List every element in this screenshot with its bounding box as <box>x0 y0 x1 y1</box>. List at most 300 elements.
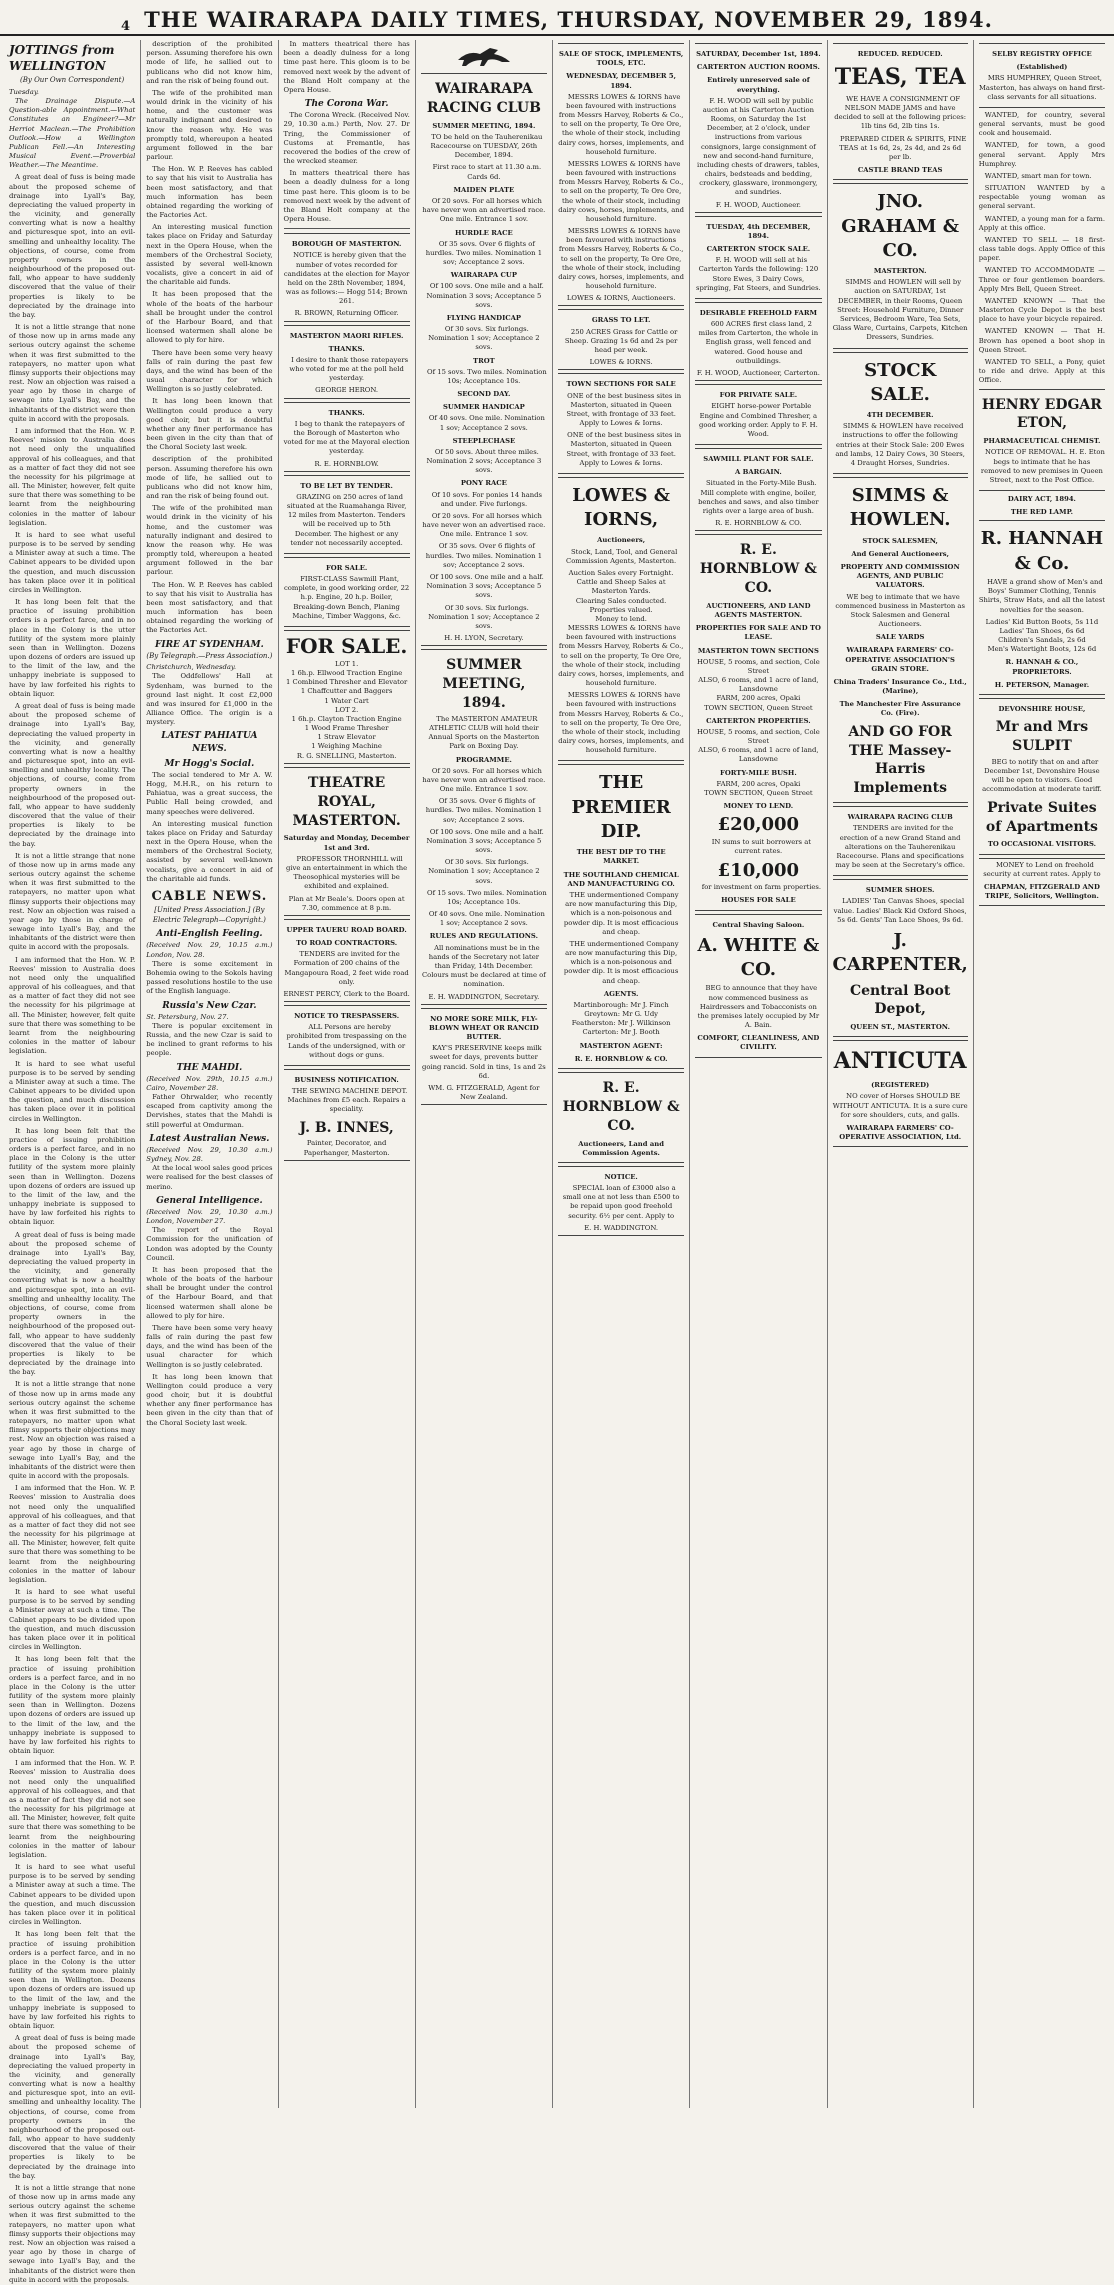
lowes-iorns-subheading: Auctioneers, <box>597 536 646 545</box>
racing-club-heading: WAIRARAPA RACING CLUB <box>426 81 541 116</box>
race-name: MAIDEN PLATE <box>453 185 515 194</box>
property-item: TOWN SECTION, Queen Street <box>704 788 813 797</box>
grass-heading: GRASS TO LET. <box>591 316 651 325</box>
lowes-list-item: Properties valued. <box>589 605 653 614</box>
premier-dip-ad <box>558 764 684 1069</box>
paragraph: I am informed that the Hon. W. P. Reeves' mission to Australia does not need only the unqualified approval of his colleagues, and that as a matter of fact they did not see the necessity for his pilgrimage at all. The Minister, however, felt quite sure that there was something to be learnt from the neighbouring colonies in the matter of labour legislation. <box>9 427 136 527</box>
property-item: ALSO, 6 rooms, and 1 acre of land, Lansdowne <box>698 746 819 764</box>
sports-ad <box>421 649 547 1004</box>
graham-text: SIMMS and HOWLEN will sell by auction on SATURDAY, 1st DECEMBER, in their Rooms, Queen Street: Household Furniture, Dinner Services, Bedroom Ware, Tea Sets, Glass Ware, Curtains, Carpets, Kitchen Dressers, Sundries. <box>832 278 968 342</box>
paragraph: It is not a little strange that none of those now up in arms made any serious outcry against the scheme when it was first submitted to the ratepayers, no matter upon what flimsy supports their objections may rest. Now an objection was raised a year ago by those in charge of sewage into Lyall's Bay, and the inhabitants of the district were then quite in accord with the proposals. <box>9 1380 136 1481</box>
machinery-sale-heading: FOR SALE. <box>285 633 408 658</box>
association-heading: WAIRARAPA FARMERS' CO-OPERATIVE ASSOCIATION'S GRAIN STORE. <box>845 646 955 673</box>
white-heading: A. WHITE & CO. <box>697 934 820 981</box>
fire-text: The Oddfellows' Hall at Sydenham, was burned to the ground last night. It cost £2,000 and was insured for £1,000 in the Alliance Office. The origin is a mystery. <box>146 672 273 727</box>
paragraph: It is hard to see what useful purpose is to be served by sending a Minister away at such a time. The Cabinet appears to be divided upon the question, and much discussion has taken place over it in political circles in Wellington. <box>9 1059 136 1123</box>
chemical-co-heading: THE SOUTHLAND CHEMICAL AND MANUFACTURING CO. <box>563 870 679 888</box>
racing-club-tender-ad <box>833 806 968 876</box>
shaving-heading: Central Shaving Saloon. <box>712 920 805 929</box>
grass-text: 250 ACRES Grass for Cattle or Sheep. Grazing 1s 6d and 2s per head per week. <box>564 327 678 354</box>
article-heading: JOTTINGS from WELLINGTON <box>9 43 115 74</box>
town-sections-heading: TOWN SECTIONS FOR SALE <box>566 380 676 389</box>
business-heading: BUSINESS NOTIFICATION. <box>294 1075 399 1084</box>
paragraph: It is not a little strange that none of those now up in arms made any serious outcry against the scheme when it was first submitted to the ratepayers, no matter upon what flimsy supports their objections may rest. Now an objection was raised a year ago by those in charge of sewage into Lyall's Bay, and the inhabitants of the district were then quite in accord with the proposals. <box>9 2183 136 2284</box>
rules-heading: RULES AND REGULATIONS. <box>429 932 538 941</box>
for-sale-ad <box>284 557 410 627</box>
sale-item: 1 Chaffcutter and Baggers <box>300 687 393 696</box>
devonshire-subheading: Mr and Mrs SULPIT <box>995 719 1089 755</box>
paragraph: It is not a little strange that none of those now up in arms made any serious outcry against the scheme when it was first submitted to the ratepayers, no matter upon what flimsy supports their objections may rest. Now an objection was raised a year ago by those in charge of sewage into Lyall's Bay, and the inhabitants of the district were then quite in accord with the proposals. <box>9 851 136 952</box>
lowes-list-item: Clearing Sales conducted. <box>575 596 667 605</box>
paragraph: It is hard to see what useful purpose is to be served by sending a Minister away at such a time. The Cabinet appears to be divided upon the question, and much discussion has taken place over it in political circles in Wellington. <box>9 530 136 594</box>
eton-text: NOTICE OF REMOVAL. H. E. Eton begs to intimate that he has removed to new premises in Queen Street, next to the Post Office. <box>980 448 1105 484</box>
sale-item: 1 6h.p. Ellwood Traction Engine <box>290 669 403 678</box>
red-lamp-heading: THE RED LAMP. <box>1010 508 1073 517</box>
paragraph: In matters theatrical there has been a deadly dulness for a long time past here. This gloom is to be removed next week by the advent of the Bland Holt company at the Opera House. <box>283 40 410 94</box>
hannah-heading: R. HANNAH & Co. <box>980 528 1104 574</box>
borough-heading: BOROUGH OF MASTERTON. <box>291 240 402 249</box>
stock-sale-text: MESSRS LOWES & IORNS have been favoured with instructions from Messrs Harvey, Roberts & Co., to sell on the property, Te Ore Ore, the whole of their stock, including dairy cows, horses, implements, and household furniture. <box>558 92 684 156</box>
racing-club-text: TENDERS are invited for the erection of a new Grand Stand and alterations on the Tauherenikau Racecourse. Plans and specifications may be seen at the Secretary's office. <box>835 824 965 870</box>
money-text: for investment on farm properties. <box>701 883 822 892</box>
carterton-sale-signature: F. H. WOOD, Auctioneer. <box>715 200 801 209</box>
trespass-text: ALL Persons are hereby prohibited from trespassing on the Lands of the undersigned, with or without dogs or guns. <box>286 1023 407 1059</box>
wanted-item: WANTED KNOWN — That H. Brown has opened a boot shop in Queen Street. <box>978 327 1106 354</box>
private-suites-subheading: TO OCCASIONAL VISITORS. <box>987 840 1097 849</box>
column-1 <box>4 40 141 2284</box>
paragraph: I am informed that the Hon. W. P. Reeves' mission to Australia does not need only the unqualified approval of his colleagues, and that as a matter of fact they did not see the necessity for his pilgrimage at all. The Minister, however, felt quite sure that there was something to be learnt from the neighbouring colonies in the matter of labour legislation. <box>9 1759 136 1859</box>
cable-item-date: (Received Nov. 29th, 10.15 a.m.) Cairo, November 28. <box>146 1074 273 1092</box>
wanted-item: WANTED, for country, several general servants, must be good cook and housemaid. <box>978 110 1106 138</box>
rules-text: All nominations must be in the hands of the Secretary not later than Friday, 14th December. Colours must be declared at time of nomination. <box>421 943 546 989</box>
racehorse-illustration <box>454 42 514 70</box>
manchester-heading: The Manchester Fire Assurance Co. (Fire). <box>839 700 961 718</box>
property-item: FARM, 200 acres, Opaki <box>716 779 801 788</box>
wanted-item: SITUATION WANTED by a respectable young woman as general servant. <box>978 184 1106 211</box>
carterton-sale-heading: SATURDAY, December 1st, 1894. <box>696 50 821 58</box>
borough-notice <box>284 233 410 321</box>
racing-club-lead: First race to start at 11.30 a.m. Cards 6d. <box>432 163 542 181</box>
simms-subheading: STOCK SALESMEN, <box>862 536 938 545</box>
rifles-signature: GEORGE HERON. <box>315 386 379 395</box>
trespass-ad <box>284 1005 410 1066</box>
white-subheading: COMFORT, CLEANLINESS, AND CIVILITY. <box>697 1034 820 1052</box>
sale-item: 1 6h.p. Clayton Traction Engine <box>291 714 402 723</box>
paragraph: A great deal of fuss is being made about the proposed scheme of drainage into Lyall's Bay, depreciating the valued property in the vicinity, and generally converting what is now a healthy and picturesque spot, into an evil-smelling and unhealthy locality. The objections, of course, come from property owners in the neighbourhood of the proposed out-fall, who appear to have suddenly discovered that the value of their properties is likely to be depreciated by the drainage into the bay. <box>9 2034 136 2180</box>
theatre-ad <box>284 767 410 916</box>
money-amount: £10,000 <box>717 859 800 881</box>
cable-item-text: The report of the Royal Commission for the unification of London was adopted by the County Council. <box>146 1226 273 1262</box>
hannah-ad <box>979 520 1105 694</box>
sports-text: The MASTERTON AMATEUR ATHLETIC CLUB will hold their Annual Sports on the Masterton Park on Boxing Day. <box>428 714 540 751</box>
loan-heading: NOTICE. <box>604 1172 638 1181</box>
preservine-text: KAY'S PRESERVINE keeps milk sweet for days, prevents butter going rancid. Sold in tins, 1s and 2s 6d. <box>421 1044 546 1080</box>
wanted-item: WANTED TO ACCOMMODATE — Three or four gentlemen boarders. Apply Mrs Bell, Queen Street. <box>978 266 1106 293</box>
paragraph: It is not a little strange that none of those now up in arms made any serious outcry against the scheme when it was first submitted to the ratepayers, no matter upon what flimsy supports their objections may rest. Now an objection was raised a year ago by those in charge of sewage into Lyall's Bay, and the inhabitants of the district were then quite in accord with the proposals. <box>9 323 136 423</box>
shaving-saloon-ad <box>695 914 821 1058</box>
castle-heading: CASTLE BRAND TEAS <box>857 166 943 175</box>
paragraph: The Corona Wreck. (Received Nov. 29, 10.30 a.m.) Perth, Nov. 27. Dr Tring, the Commissioner of Customs at Fremantle, has recovered the bodies of the crew of the wrecked steamer. <box>283 111 410 166</box>
masterton-agent-name: R. E. HORNBLOW & CO. <box>574 1054 668 1063</box>
money-amount: £20,000 <box>717 814 800 836</box>
paragraph: The wife of the prohibited man would drink in the vicinity of his home, and the customer was naturally indignant and desired to know the reason why. He was promptly told, whereupon a heated argument followed in the bar parlour. <box>146 88 273 162</box>
column-4 <box>416 40 553 2108</box>
paragraph: It has long been known that Wellington could produce a very good choir, but it is doubtful whether any finer performance has been given in the city than that of the Choral Society last week. <box>146 1372 273 1427</box>
borough-text: NOTICE is hereby given that the number of votes recorded for candidates at the election for Mayor held on the 28th November, 1894, was as follows:— Hogg 514; Brown 261. <box>283 251 410 306</box>
hannah-signature: R. HANNAH & CO., PROPRIETORS. <box>1005 658 1079 676</box>
carterton-stock-text: F. H. WOOD will sell at his Carterton Yards the following: 120 Store Ewes, 3 Dairy Cows, springing, Fat Steers, and Sundries. <box>696 256 821 292</box>
race-name: TROT <box>473 356 495 365</box>
lowes-list-item: Money to lend. <box>595 614 647 623</box>
race-text: Of 35 sovs. Over 6 flights of hurdles. Two miles. Nomination 1 sov; Acceptance 2 sovs. <box>425 239 543 267</box>
anticuta-subheading: (REGISTERED) <box>871 1081 930 1090</box>
paragraph: A great deal of fuss is being made about the proposed scheme of drainage into Lyall's Bay, depreciating the valued property in the vicinity, and generally converting what is now a healthy and picturesque spot, into an evil-smelling and unhealthy locality. The objections, of course, come from property owners in the neighbourhood of the proposed out-fall, who appear to have suddenly discovered that the value of their properties is likely to be depreciated by the drainage into the bay. <box>9 173 136 319</box>
pahiatua-subheading: Mr Hogg's Social. <box>164 758 255 769</box>
paragraph: A great deal of fuss is being made about the proposed scheme of drainage into Lyall's Bay, depreciating the valued property in the vicinity, and generally converting what is now a healthy and picturesque spot, into an evil-smelling and unhealthy locality. The objections, of course, come from property owners in the neighbourhood of the proposed out-fall, who appear to have suddenly discovered that the value of their properties is likely to be depreciated by the drainage into the bay. <box>9 1230 136 1377</box>
carterton-stock-ad <box>695 216 821 299</box>
wanted-item: WANTED KNOWN — That the Masterton Cycle Depot is the best place to have your bicycle repaired. <box>978 296 1106 324</box>
racing-club-ad <box>421 73 547 646</box>
cable-item-title: THE MAHDI. <box>176 1062 243 1073</box>
race-text: Of 35 sovs. Over 6 flights of hurdles. Two miles. Nomination 1 sov; Acceptance 2 sovs. <box>425 797 543 824</box>
paragraph: There have been some very heavy falls of rain during the past few days, and the wind has been of the usual character for which Wellington is so justly celebrated. <box>146 348 273 394</box>
race-text: Of 15 sovs. Two miles. Nomination 10s; Acceptance 10s. <box>427 367 547 385</box>
tolet-text: GRAZING on 250 acres of land situated at the Ruamahanga River, 12 miles from Masterton. Tenders will be received up to 5th December. The highest or any tender not necessarily accepted. <box>286 492 407 547</box>
racing-club-date: TO be held on the Tauherenikau Racecourse on TUESDAY, 26th December, 1894. <box>430 132 543 160</box>
hannah-text: HAVE a grand show of Men's and Boys' Summer Clothing, Tennis Shirts, Straw Hats, and all the latest novelties for the season. <box>978 578 1106 614</box>
race-text: Of 30 sovs. Six furlongs. Nomination 1 sov; Acceptance 2 sovs. <box>428 858 540 885</box>
cable-item-text: Father Ohrwalder, who recently escaped from captivity among the Dervishes, states that the Mahdi is still powerful at Omdurman. <box>146 1093 273 1129</box>
grass-signature: LOWES & IORNS. <box>589 358 653 367</box>
cable-item-date: (Received Nov. 29, 10.30 a.m.) London, November 27. <box>146 1207 273 1225</box>
sawmill-subheading: A BARGAIN. <box>735 468 782 477</box>
race-text: Of 100 sovs. One mile and a half. Nomination 3 sovs; Acceptance 5 sovs. <box>426 282 544 309</box>
wanted-item: WANTED, a young man for a farm. Apply at this office. <box>978 214 1106 232</box>
page-number: 4 <box>121 19 131 34</box>
anticuta-heading: ANTICUTA <box>833 1048 967 1075</box>
rifles-subheading: THANKS. <box>328 344 365 353</box>
race-name: STEEPLECHASE <box>452 436 516 445</box>
simms-subheading-2: And General Auctioneers, <box>851 549 949 558</box>
byline: (By Our Own Correspondent) <box>20 76 125 85</box>
devonshire-heading: DEVONSHIRE HOUSE, <box>998 704 1086 713</box>
freehold-farm-text: 600 ACRES first class land, 2 miles from Carterton, the whole in English grass, well fenced and watered. Good house and outbuildings. <box>698 320 819 365</box>
sale-item: LOT 2. <box>334 705 359 714</box>
simms-heading: SIMMS & HOWLEN. <box>849 485 951 531</box>
town-sections-heading: MASTERTON TOWN SECTIONS <box>697 646 819 655</box>
innes-subheading: Painter, Decorator, and Paperhanger, Masterton. <box>303 1139 390 1157</box>
machinery-sale-ad <box>284 630 410 764</box>
private-sale-heading: FOR PRIVATE SALE. <box>719 391 798 400</box>
queen-street-heading: QUEEN ST., MASTERTON. <box>850 1023 950 1032</box>
agent-item: Martinborough: Mr J. Finch <box>573 1000 669 1009</box>
second-day-heading: SECOND DAY. <box>457 390 511 399</box>
massey-harris-heading: AND GO FOR THE Massey-Harris Implements <box>848 723 952 797</box>
preservine-signature: WM. G. FITZGERALD, Agent for New Zealand. <box>428 1083 540 1102</box>
stock-sale-date: 4TH DECEMBER. <box>866 411 934 420</box>
cable-news-subheading: [United Press Association.] (By Electric Telegraph—Copyright.) <box>152 906 266 924</box>
masterton-agent-heading: MASTERTON AGENT: <box>579 1041 663 1050</box>
tauerau-ad <box>284 919 410 1002</box>
race-text: Of 100 sovs. One mile and a half. Nomination 3 sovs; Acceptance 5 sovs. <box>426 573 544 600</box>
stock-sale-heading: SALE OF STOCK, IMPLEMENTS, TOOLS, ETC. <box>558 50 684 68</box>
programme-heading: PROGRAMME. <box>455 755 512 764</box>
pahiatua-heading: LATEST PAHIATUA NEWS. <box>161 731 258 754</box>
carpenter-subheading: Central Boot Depot, <box>849 982 951 1018</box>
thanks-text: I beg to thank the ratepayers of the Borough of Masterton who voted for me at the Mayoral election yesterday. <box>283 419 410 456</box>
column-5 <box>553 40 690 2108</box>
agent-item: Carterton: Mr J. Booth <box>582 1028 660 1037</box>
race-name: FLYING HANDICAP <box>446 313 522 322</box>
paragraph: It has long been felt that the practice of issuing prohibition orders is a perfect farce, and in no place in the Colony is the utter futility of the system more plainly seen than in Wellington. Dozens upon dozens of orders are issued up to the limit of the law, and the unhappy inebriate is supposed to have by law forfeited his rights to obtain liquor. <box>9 1930 136 2031</box>
simms-ad <box>833 477 968 803</box>
freehold-farm-ad <box>695 302 821 381</box>
sale-item: 1 Weighing Machine <box>311 742 382 751</box>
race-name: PONY RACE <box>460 479 507 488</box>
paragraph: The wife of the prohibited man would drink in the vicinity of his home, and the customer was naturally indignant and desired to know the reason why. He was promptly told, whereupon a heated argument followed in the bar parlour. <box>146 504 273 577</box>
wanted-item: WANTED TO SELL, a Pony, quiet to ride and drive. Apply at this Office. <box>978 357 1106 385</box>
column-8 <box>974 40 1110 2108</box>
racing-club-heading: WAIRARAPA RACING CLUB <box>847 813 953 822</box>
stock-sale-heading: STOCK SALE. <box>864 359 937 405</box>
for-sale-text: FIRST-CLASS Sawmill Plant, complete, in good working order, 22 h.p. Engine, 20 h.p. Boiler, Breaking-down Bench, Planing Machine, Timber Waggons, &c. <box>283 575 410 620</box>
tauerau-heading: UPPER TAUERU ROAD BOARD. <box>286 925 407 934</box>
forty-mile-heading: FORTY-MILE BUSH. <box>720 768 797 777</box>
race-text: Of 100 sovs. One mile and a half. Nomination 3 sovs; Acceptance 5 sovs. <box>426 827 544 855</box>
money-text: IN sums to suit borrowers at current rates. <box>711 837 811 855</box>
anticuta-signature: WAIRARAPA FARMERS' CO-OPERATIVE ASSOCIATION, Ltd. <box>839 1123 962 1142</box>
paragraph: A great deal of fuss is being made about the proposed scheme of drainage into Lyall's Bay, depreciating the valued property in the vicinity, and generally converting what is now a healthy and picturesque spot, into an evil-smelling and unhealthy locality. The objections, of course, come from property owners in the neighbourhood of the proposed out-fall, who appear to have suddenly discovered that the value of their properties is likely to be depreciated by the drainage into the bay. <box>9 701 136 848</box>
race-name: WAIRARAPA CUP <box>450 271 517 280</box>
paragraph: In matters theatrical there has been a deadly dulness for a long time past here. This gloom is to be removed next week by the advent of the Bland Holt company at the Opera House. <box>283 169 410 224</box>
paragraph: It is hard to see what useful purpose is to be served by sending a Minister away at such a time. The Cabinet appears to be divided upon the question, and much discussion has taken place over it in political circles in Wellington. <box>9 1863 136 1927</box>
paragraph: It has long been known that Wellington could produce a very good choir, but it is doubtful whether any finer performance has been given in the city than that of the Choral Society last week. <box>146 397 273 452</box>
column-2 <box>141 40 278 2108</box>
race-text: Of 50 sovs. About three miles. Nomination 2 sovs; Acceptance 3 sovs. <box>426 447 542 475</box>
agent-item: Featherston: Mr J. Wilkinson <box>571 1019 671 1028</box>
property-item: TOWN SECTION, Queen Street <box>704 703 813 712</box>
premier-dip-heading: THE PREMIER DIP. <box>571 772 671 843</box>
carterton-sale-subheading: CARTERTON AUCTION ROOMS. <box>696 63 820 72</box>
cable-item-text: There is some excitement in Bohemia owing to the Sokols having passed resolutions hostile to the use of the English language. <box>146 959 273 996</box>
carterton-sale-text: F. H. WOOD will sell by public auction at his Carterton Auction Rooms, on Saturday the 1st December, at 2 o'clock, under instructions from various consignors, large consignment of new and second-hand furniture, including chests of drawers, tables, chairs, bedsteads and bedding, crockery, glassware, ironmongery, and sundries. <box>697 96 820 197</box>
dateline: Tuesday. <box>9 87 39 96</box>
loan-signature: E. H. WADDINGTON. <box>584 1223 659 1232</box>
sawmill-signature: R. E. HORNBLOW & CO. <box>715 519 802 528</box>
hannah-item: Ladies' Kid Button Boots, 5s 11d <box>985 617 1099 626</box>
paragraph: It has long been felt that the practice of issuing prohibition orders is a perfect farce, and in no place in the Colony is the utter futility of the system more plainly seen than in Wellington. Dozens upon dozens of orders are issued up to the limit of the law, and the unhappy inebriate is supposed to have by law forfeited his rights to obtain liquor. <box>9 1655 136 1756</box>
agents-heading: AGENTS. <box>603 989 639 998</box>
teas-text: PREPARED CIDER & SPIRITS, FINE TEAS at 1s 6d, 2s, 2s 4d, and 2s 6d per lb. <box>839 134 967 161</box>
hannah-item: Ladies' Tan Shoes, 6s 6d <box>999 626 1085 635</box>
cable-item-title: General Intelligence. <box>156 1195 263 1206</box>
agent-item: Greytown: Mr G. Udy <box>584 1010 659 1019</box>
sale-item: 1 Straw Elevator <box>317 733 376 742</box>
race-text: Of 15 sovs. Two miles. Nomination 10s; Acceptance 10s. <box>427 888 547 906</box>
fire-subheading: (By Telegraph.—Press Association.) <box>146 651 273 660</box>
hornblow-subheading: Auctioneers, Land and Commission Agents. <box>578 1139 664 1157</box>
race-text: Of 35 sovs. Over 6 flights of hurdles. Two miles. Nomination 1 sov; Acceptance 2 sovs. <box>425 542 543 569</box>
yards-heading: SALE YARDS <box>875 633 925 642</box>
cable-news-heading: CABLE NEWS. <box>151 888 268 904</box>
eton-ad <box>979 389 1105 492</box>
devonshire-ad <box>979 698 1105 855</box>
paragraph: It is hard to see what useful purpose is to be served by sending a Minister away at such a time. The Cabinet appears to be divided upon the question, and much discussion has taken place over it in political circles in Wellington. <box>9 1588 136 1652</box>
money-heading: MONEY TO LEND. <box>723 802 794 811</box>
business-ad <box>284 1069 410 1161</box>
fire-heading: FIRE AT SYDENHAM. <box>154 639 264 650</box>
newspaper-title: THE WAIRARAPA DAILY TIMES, THURSDAY, NOVEMBER 29, 1894. <box>144 7 993 32</box>
teas-heading: TEAS, TEA <box>834 64 966 91</box>
race-text: Of 20 sovs. For all horses which have never won an advertised race. One mile. Entrance 1 sov. <box>422 196 546 224</box>
teas-ad <box>833 43 968 180</box>
rifles-text: I desire to thank those ratepayers who voted for me at the poll held yesterday. <box>289 355 409 383</box>
white-text: BEG to announce that they have now commenced business as Hairdressers and Tobacconists on the premises lately occupied by Mr A. Bain. <box>697 984 820 1030</box>
race-text: Of 40 sovs. One mile. Nomination 1 sov; Acceptance 2 sovs. <box>428 414 545 432</box>
carterton-sale-lead: Entirely unreserved sale of everything. <box>707 76 810 94</box>
hannah-item: Men's Watertight Boots, 12s 6d <box>987 645 1097 654</box>
sports-signature: E. H. WADDINGTON, Secretary. <box>428 992 540 1001</box>
hannah-item: Children's Sandals, 2s 6d <box>998 636 1086 645</box>
hornblow-auctioneers-subheading: AUCTIONEERS, AND LAND AGENTS MASTERTON. <box>706 601 811 620</box>
for-sale-heading: FOR SALE. <box>325 563 368 572</box>
teas-text: WE HAVE A CONSIGNMENT OF NELSON MADE JAMS and have decided to sell at the following prices: 1lb tins 6d, 2lb tins 1s. <box>834 94 967 131</box>
race-text: Of 40 sovs. One mile. Nomination 1 sov; Acceptance 2 sovs. <box>428 910 545 928</box>
race-text: Of 30 sovs. Six furlongs. Nomination 1 sov; Acceptance 2 sovs. <box>428 603 540 630</box>
paragraph: The Hon. W. P. Reeves has cabled to say that his visit to Australia has been most satisfactory, and that much information has been obtained regarding the working of the Factories Act. <box>146 165 273 220</box>
thanks-signature: R. E. HORNBLOW. <box>314 459 379 468</box>
race-text: Of 30 sovs. Six furlongs. Nomination 1 sov; Acceptance 2 sovs. <box>428 325 540 352</box>
thanks-heading: THANKS. <box>328 408 365 417</box>
hornblow-ad <box>558 1072 684 1163</box>
stock-sale-text: MESSRS LOWES & IORNS have been favoured with instructions from Messrs Harvey, Roberts & Co., to sell on the property, Te Ore Ore, the whole of their stock, including dairy cows, horses, implements, and household furniture. <box>558 159 684 223</box>
carpenter-heading: J. CARPENTER, <box>832 929 968 976</box>
devonshire-text: BEG to notify that on and after December 1st, Devonshire House will be open to visitors. Good accommodation at moderate tariff. <box>982 757 1102 794</box>
thanks-notice <box>284 402 410 472</box>
private-suites-heading: Private Suites of Apartments <box>985 799 1098 835</box>
graham-subheading: MASTERTON. <box>873 267 927 276</box>
tauerau-text: TENDERS are invited for the Formation of 200 chains of the Mangapoura Road, 2 feet wide road only. <box>284 950 409 986</box>
masthead <box>0 0 1114 36</box>
sale-signature: R. G. SNELLING, Masterton. <box>296 751 397 760</box>
borough-signature: R. BROWN, Returning Officer. <box>294 309 399 318</box>
grass-ad <box>558 309 684 370</box>
columns <box>4 40 1110 2284</box>
china-traders-heading: China Traders' Insurance Co., Ltd., (Marine), <box>833 677 967 696</box>
money-lend-ad <box>979 858 1105 907</box>
tolet-heading: TO BE LET BY TENDER. <box>300 481 393 490</box>
anticuta-ad <box>833 1040 968 1147</box>
tauerau-subheading: TO ROAD CONTRACTORS. <box>296 939 398 948</box>
cable-item-title: Russia's New Czar. <box>162 1000 257 1011</box>
column-7 <box>828 40 974 2108</box>
wanted-item: WANTED TO SELL — 18 first-class table dogs. Apply Office of this paper. <box>978 235 1106 263</box>
teas-subheading: REDUCED. REDUCED. <box>857 50 943 58</box>
carterton-properties-heading: CARTERTON PROPERTIES. <box>706 716 811 725</box>
paragraph: An interesting musical function takes place on Friday and Saturday next in the Opera House, when the members of the Orchestral Society, assisted by several well-known vocalists, give a concert in aid of the charitable aid funds. <box>146 819 273 883</box>
theatre-subheading: Saturday and Monday, December 1st and 3rd. <box>283 834 410 852</box>
paragraph: It has been proposed that the whole of the boats of the harbour shall be brought under the control of the Harbour Board, and that licensed watermen shall alone be allowed to ply for hire. <box>146 1265 273 1320</box>
cable-item-date: (Received Nov. 29, 10.15 a.m.) London, Nov. 28. <box>146 941 273 959</box>
premier-dip-subheading: THE BEST DIP TO THE MARKET. <box>576 848 666 866</box>
paragraph: An interesting musical function takes place on Friday and Saturday next in the Opera House, when the members of the Orchestral Society, assisted by several well-known vocalists, give a concert in aid of the charitable aid funds. <box>146 223 273 287</box>
racing-club-subheading: SUMMER MEETING, 1894. <box>432 121 536 130</box>
column-6 <box>690 40 827 2108</box>
preservine-ad <box>421 1008 547 1106</box>
registry-ad <box>979 43 1105 108</box>
paragraph: It has been proposed that the whole of the boats of the harbour shall be brought under the control of the Harbour Board, and that licensed watermen shall alone be allowed to ply for hire. <box>146 290 273 345</box>
freehold-farm-heading: DESIRABLE FREEHOLD FARM <box>699 308 817 317</box>
stock-sale-text: MESSRS LOWES & IORNS have been favoured with instructions from Messrs Harvey, Roberts & Co., to sell on the property, Te Ore Ore, the whole of their stock, including dairy cows, horses, implements, and household furniture. <box>558 624 684 688</box>
lowes-iorns-heading: LOWES & IORNS, <box>572 484 671 531</box>
carterton-sale-ad <box>695 43 821 213</box>
money-lend-signature: CHAPMAN, FITZGERALD AND TRIPE, Solicitors, Wellington. <box>983 882 1100 901</box>
rifles-notice <box>284 325 410 399</box>
trespass-heading: NOTICE TO TRESPASSERS. <box>294 1012 400 1021</box>
lowes-iorns-text: Stock, Land, Tool, and General Commission Agents, Masterton. <box>566 547 678 565</box>
stock-sale-signature: LOWES & IORNS, Auctioneers. <box>566 294 676 303</box>
registry-subheading: (Established) <box>1016 63 1068 72</box>
divider <box>284 228 410 229</box>
anticuta-text: NO cover of Horses SHOULD BE WITHOUT ANTICUTA. It is a sure cure for sore shoulders, cuts, and galls. <box>832 1092 968 1119</box>
column-3 <box>279 40 416 2108</box>
sawmill-heading: SAWMILL PLANT FOR SALE. <box>703 455 814 464</box>
chemical-co-text: THE undermentioned Company are now manufacturing this Dip, which is a non-poisonous and powder dip. It is most efficacious and cheap. <box>563 891 679 936</box>
sale-item: LOT 1. <box>334 659 359 668</box>
paragraph: It has long been felt that the practice of issuing prohibition orders is a perfect farce, and in no place in the Colony is the utter futility of the system more plainly seen than in Wellington. Dozens upon dozens of orders are issued up to the limit of the law, and the unhappy inebriate is supposed to have by law forfeited his rights to obtain liquor. <box>9 598 136 698</box>
paragraph: I am informed that the Hon. W. P. Reeves' mission to Australia does not need only the unqualified approval of his colleagues, and that as a matter of fact they did not see the necessity for his pilgrimage at all. The Minister, however, felt quite sure that there was something to be learnt from the neighbouring colonies in the matter of labour legislation. <box>9 955 136 1056</box>
houses-heading: HOUSES FOR SALE <box>721 896 796 905</box>
hornblow-heading: R. E. HORNBLOW & CO. <box>562 1079 680 1134</box>
pahiatua-text: The social tendered to Mr A. W. Hogg, M.H.R., on his return to Pahiatua, was a great success, the Public Hall being crowded, and many speeches were delivered. <box>146 770 273 816</box>
paragraph: The Hon. W. P. Reeves has cabled to say that his visit to Australia has been most satisfactory, and that much information has been obtained regarding the working of the Factories Act. <box>146 580 273 635</box>
carterton-stock-heading: TUESDAY, 4th DECEMBER, 1894. <box>706 222 811 240</box>
wanted-item: WANTED, smart man for town. <box>984 171 1092 180</box>
sports-heading: SUMMER MEETING, 1894. <box>442 657 526 711</box>
cable-item-date: St. Petersburg, Nov. 27. <box>146 1012 229 1021</box>
paragraph: description of the prohibited person. Assuming therefore his own mode of life, he sallied out to publicans who did not know him, and ran the risk of being found out. <box>146 40 273 85</box>
innes-heading: J. B. INNES, <box>299 1119 394 1136</box>
tolet-notice <box>284 475 410 554</box>
theatre-heading: THEATRE ROYAL, MASTERTON. <box>292 774 401 829</box>
cable-item-title: Latest Australian News. <box>149 1133 270 1144</box>
sale-item: 1 Water Cart <box>324 696 369 705</box>
cable-item-date: (Received Nov. 29, 10.30 a.m.) Sydney, Nov. 28. <box>146 1145 273 1163</box>
chemical-co-text: THE undermentioned Company are now manufacturing this Dip, which is a non-poisonous and powder dip. It is most efficacious and cheap. <box>563 939 679 985</box>
tauerau-signature: ERNEST PERCY, Clerk to the Board. <box>283 989 410 998</box>
stock-sale-ad <box>558 43 684 306</box>
paragraph: I am informed that the Hon. W. P. Reeves' mission to Australia does not need only the unqualified approval of his colleagues, and that as a matter of fact they did not see the necessity for his pilgrimage at all. The Minister, however, felt quite sure that there was something to be learnt from the neighbouring colonies in the matter of labour legislation. <box>9 1484 136 1584</box>
town-sections-ad <box>558 373 684 474</box>
registry-text: MRS HUMPHREY, Queen Street, Masterton, has always on hand first-class servants for all situations. <box>978 74 1105 101</box>
race-name: SUMMER HANDICAP <box>442 403 525 412</box>
private-sale-ad <box>695 384 821 445</box>
corona-heading: The Corona War. <box>304 99 389 110</box>
loan-text: SPECIAL loan of £3000 also a small one at not less than £500 to be repaid upon good freehold security. 6½ per cent. Apply to <box>562 1184 680 1220</box>
business-text: THE SEWING MACHINE DEPOT. Machines from £5 each. Repairs a speciality. <box>287 1087 408 1114</box>
stock-sale-ad <box>833 352 968 475</box>
paragraph: It has long been felt that the practice of issuing prohibition orders is a perfect farce, and in no place in the Colony is the utter futility of the system more plainly seen than in Wellington. Dozens upon dozens of orders are issued up to the limit of the law, and the unhappy inebriate is supposed to have by law forfeited his rights to obtain liquor. <box>9 1126 136 1227</box>
hornblow-auctioneers-ad <box>695 534 821 910</box>
stock-sale-text: SIMMS & HOWLEN have received instructions to offer the following entries at their Stock Sale: 200 Ewes and lambs, 12 Dairy Cows, 30 Steers, 4 Draught Horses, Sundries. <box>835 422 965 467</box>
dairy-act-heading: DAIRY ACT, 1894. <box>1007 495 1076 504</box>
hannah-manager: H. PETERSON, Manager. <box>994 680 1090 689</box>
eton-subheading: PHARMACEUTICAL CHEMIST. <box>983 437 1101 446</box>
freehold-farm-signature: F. H. WOOD, Auctioneer, Carterton. <box>696 368 820 377</box>
paragraph: description of the prohibited person. Assuming therefore his own mode of life, he sallied out to publicans who did not know him, and ran the risk of being found out. <box>146 455 273 501</box>
summer-shoes-ad <box>833 879 968 1037</box>
cable-item-text: There is popular excitement in Russia, and the new Czar is said to be inclined to grant reforms to his people. <box>146 1021 273 1058</box>
